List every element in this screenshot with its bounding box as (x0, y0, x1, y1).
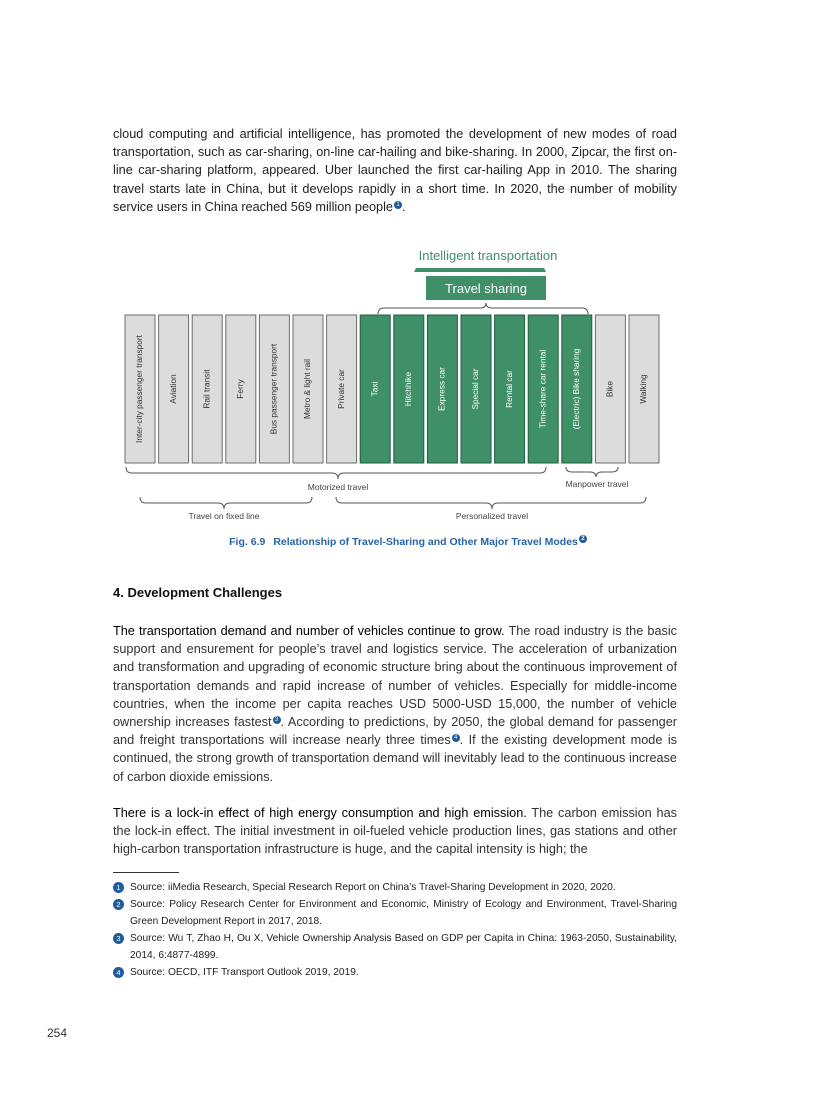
paragraph-lock-in: There is a lock-in effect of high energy consumption and high emission. The carbon emission has the lock-in effect. The initial investment in oil-fueled vehicle production lines, gas stations and other high-carbon transportation infrastructure is huge, and the capital intensity is high; the (113, 806, 677, 857)
mode-label: Rental car (503, 370, 514, 408)
fixed-line-brace (140, 497, 312, 509)
personalized-label: Personalized travel (455, 511, 529, 521)
motorized-travel-label: Motorized travel (307, 482, 369, 492)
page-number: 254 (47, 1026, 68, 1040)
footnote-text: Source: iiMedia Research, Special Research Report on China’s Travel-Sharing Development in 2020, 2020. (130, 882, 616, 893)
footnote-ref-1[interactable]: 1 (394, 201, 402, 209)
footnote-item (113, 879, 677, 896)
paragraph-demand-lead: The transportation demand and number of vehicles continue to grow. (113, 624, 505, 638)
figure-title: Relationship of Travel-Sharing and Other Major Travel Modes (273, 536, 578, 548)
mode-label: Aviation (167, 374, 178, 404)
footnote-number-badge: 4 (113, 967, 124, 978)
mode-label: Express car (436, 367, 447, 411)
intro-text: cloud computing and artificial intelligence, has promoted the development of new modes of road transportation, such as car-sharing, on-line car-hailing and bike-sharing. In 2000, Zipcar, the first on-line car-sharing platform, appeared. Uber launched the first car-hailing App in 2010. The sharing travel starts late in China, but it develops rapidly in a short time. In 2020, the number of mobility service users in China reached 569 million people (113, 127, 677, 214)
fixed-line-label: Travel on fixed line (188, 511, 260, 521)
mode-label: Inter-city passenger transport (134, 335, 145, 443)
motorized-brace (126, 467, 546, 479)
intelligent-transportation-label: Intelligent transportation (418, 248, 558, 263)
paragraph-lock-in-lead: There is a lock-in effect of high energy consumption and high emission. (113, 806, 527, 820)
mode-label: Special car (470, 368, 481, 410)
footnote-divider (113, 872, 179, 873)
footnote-item (113, 930, 677, 964)
figure-number: Fig. 6.9 (229, 536, 266, 548)
manpower-travel-label: Manpower travel (565, 479, 629, 489)
footnotes (113, 879, 677, 981)
footnote-ref-3[interactable]: 3 (273, 716, 281, 724)
footnote-text: Source: Wu T, Zhao H, Ou X, Vehicle Ownership Analysis Based on GDP per Capita in China: 1963-2050, Sustainability, 2014, 6:4877-4899. (130, 933, 677, 961)
footnote-ref-2[interactable]: 2 (579, 535, 587, 543)
mode-label: (Electric) Bike sharing (570, 348, 581, 430)
footnote-item (113, 964, 677, 981)
mode-label: Taxi (369, 381, 380, 397)
mode-label: Bus passenger transport (268, 343, 279, 435)
footnote-number-badge: 1 (113, 882, 124, 893)
mode-label: Time-share car rental (537, 349, 548, 429)
mode-label: Private car (335, 369, 346, 409)
mode-bars (125, 315, 659, 463)
personalized-brace (336, 497, 646, 509)
manpower-brace (566, 467, 618, 477)
footnote-item (113, 896, 677, 930)
travel-sharing-brace (378, 303, 588, 314)
intelligent-transportation-bar (414, 268, 546, 272)
mode-label: Walking (638, 374, 649, 404)
intro-paragraph: cloud computing and artificial intelligence, has promoted the development of new modes of road transportation, such as car-sharing, on-line car-hailing and bike-sharing. In 2000, Zipcar, the first on-line car-sharing platform, appeared. Uber launched the first car-hailing App in 2010. The sharing travel starts late in China, but it develops rapidly in a short time. In 2020, the number of mobility service users in China reached 569 million people $^1$ . (113, 127, 677, 214)
footnote-number-badge: 2 (113, 899, 124, 910)
travel-modes-diagram (0, 240, 816, 530)
figure-caption (0, 535, 816, 548)
section-heading: 4. Development Challenges (113, 585, 283, 600)
footnote-text: Source: Policy Research Center for Environment and Economic, Ministry of Ecology and Environment, Travel-Sharing Green Development Report in 2017, 2018. (130, 899, 677, 927)
mode-label: Bike (604, 380, 615, 398)
footnote-number-badge: 3 (113, 933, 124, 944)
mode-label: Hitchhike (402, 371, 413, 407)
mode-label: Metro & light rail (302, 359, 313, 419)
travel-sharing-label: Travel sharing (445, 281, 527, 296)
mode-label: Ferry (234, 379, 245, 399)
paragraph-demand: The transportation demand and number of vehicles continue to grow. The road industry is the basic support and ensurement for people’s travel and logistics service. The acceleration of urbanization and transformation and upgrading of economic structure bring about the continuous improvement of transportation demands and rapid increase of number of vehicles. Especially for middle-income countries, when the income per capita reaches USD 5000-USD 15,000, the number of vehicle ownership increases fastest $^3$ . According to predictions, by 2050, the global demand for passenger and freight transportations will increase nearly three times $^4$ . If the existing development mode is continued, the strong growth of transportation demand will inevitably lead to the continuous increase of carbon dioxide emissions. (113, 624, 678, 784)
mode-label: Rail transit (201, 369, 212, 409)
footnote-ref-4[interactable]: 4 (452, 734, 460, 742)
footnote-text: Source: OECD, ITF Transport Outlook 2019, 2019. (130, 967, 359, 978)
